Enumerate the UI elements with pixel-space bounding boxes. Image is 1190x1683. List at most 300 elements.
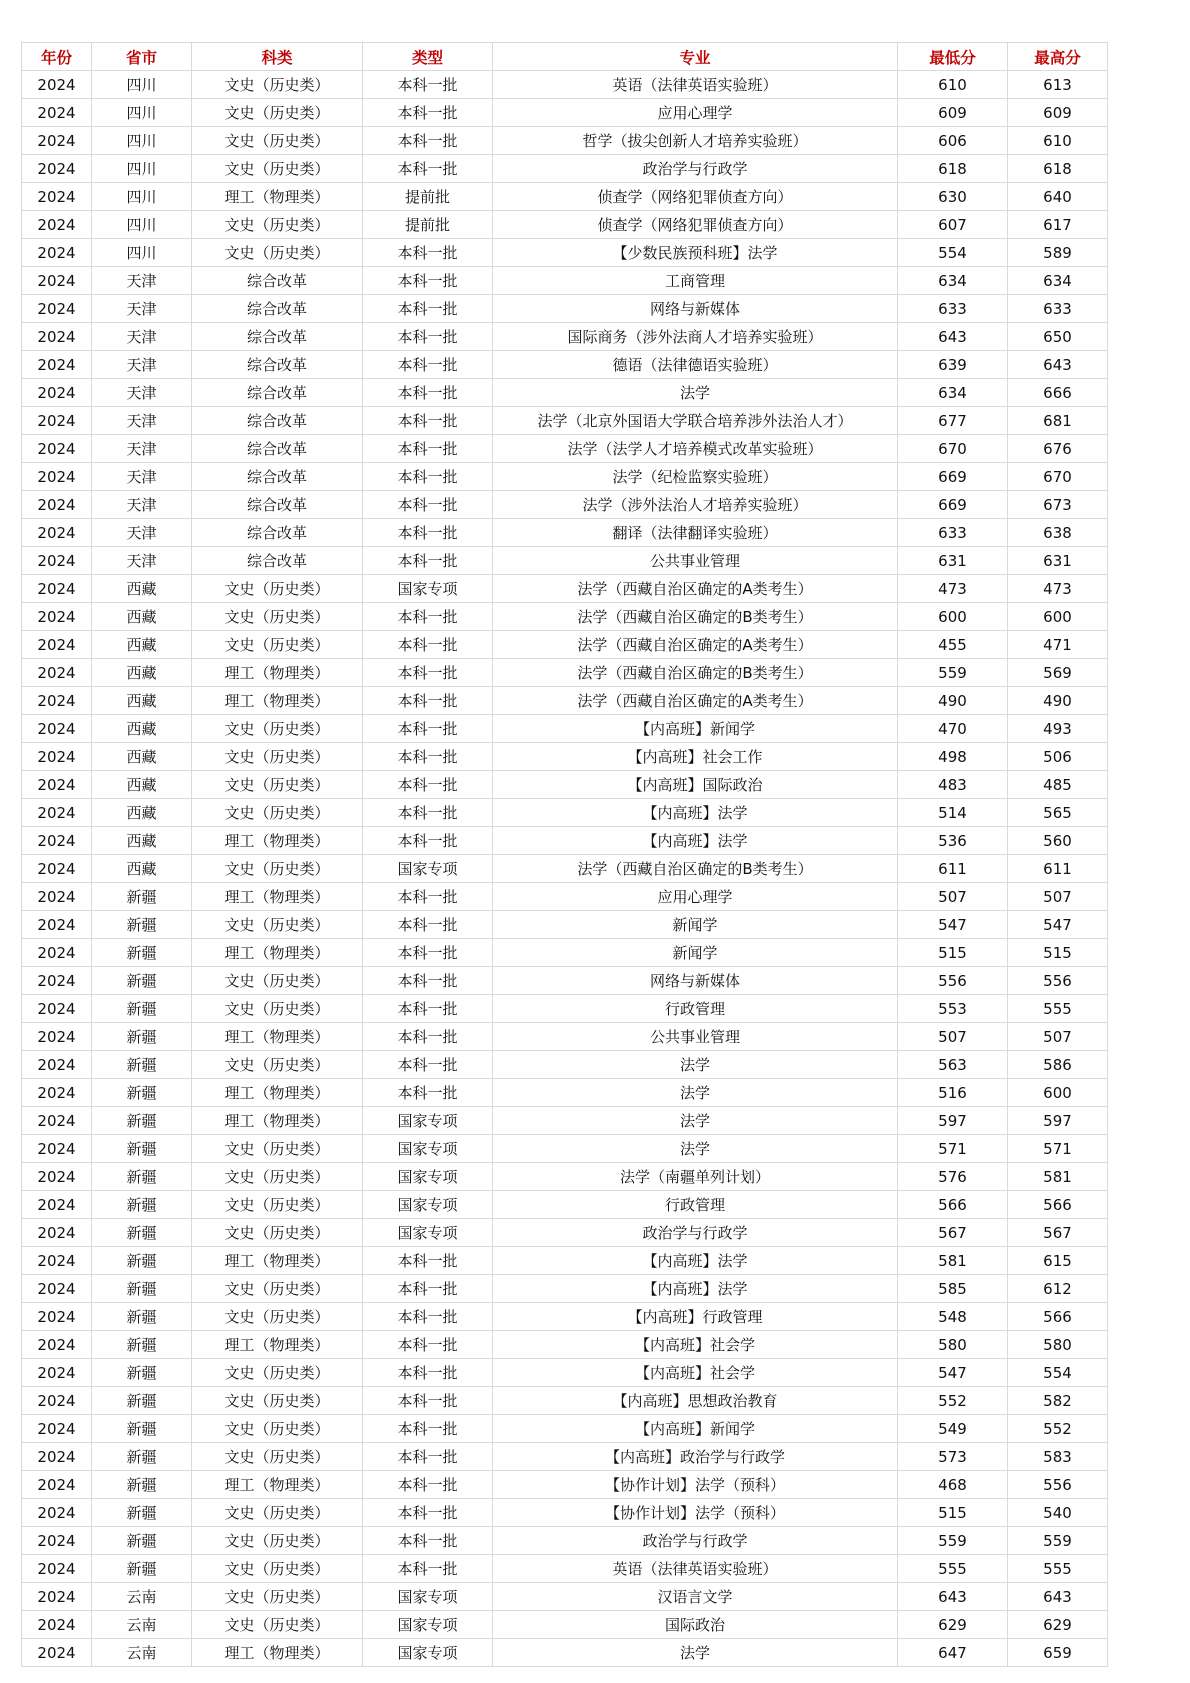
table-row: [22, 827, 1108, 855]
cell-major: 应用心理学: [493, 883, 898, 911]
cell-category: 综合改革: [192, 463, 363, 491]
column-header-min-score: 最低分: [898, 43, 1008, 71]
cell-min-score: 553: [898, 995, 1008, 1023]
cell-major: 行政管理: [493, 1191, 898, 1219]
cell-year: 2024: [22, 1219, 92, 1247]
cell-province: 新疆: [92, 1135, 192, 1163]
cell-major: 国际商务（涉外法商人才培养实验班）: [493, 323, 898, 351]
cell-category: 文史（历史类）: [192, 1191, 363, 1219]
cell-max-score: 611: [1008, 855, 1108, 883]
cell-province: 西藏: [92, 631, 192, 659]
cell-batch-type: 本科一批: [363, 1023, 493, 1051]
cell-batch-type: 本科一批: [363, 71, 493, 99]
cell-province: 新疆: [92, 1499, 192, 1527]
cell-province: 新疆: [92, 1387, 192, 1415]
column-header-major: 专业: [493, 43, 898, 71]
cell-major: 国际政治: [493, 1611, 898, 1639]
cell-batch-type: 国家专项: [363, 1135, 493, 1163]
cell-province: 新疆: [92, 1191, 192, 1219]
cell-category: 文史（历史类）: [192, 995, 363, 1023]
cell-min-score: 470: [898, 715, 1008, 743]
cell-year: 2024: [22, 1555, 92, 1583]
table-row: [22, 547, 1108, 575]
cell-province: 新疆: [92, 1219, 192, 1247]
cell-min-score: 643: [898, 1583, 1008, 1611]
cell-year: 2024: [22, 603, 92, 631]
cell-major: 侦查学（网络犯罪侦查方向）: [493, 211, 898, 239]
cell-batch-type: 本科一批: [363, 1471, 493, 1499]
cell-max-score: 554: [1008, 1359, 1108, 1387]
cell-province: 四川: [92, 71, 192, 99]
cell-min-score: 607: [898, 211, 1008, 239]
cell-province: 新疆: [92, 1275, 192, 1303]
cell-category: 文史（历史类）: [192, 1527, 363, 1555]
cell-year: 2024: [22, 687, 92, 715]
cell-major: 法学: [493, 379, 898, 407]
cell-min-score: 600: [898, 603, 1008, 631]
table-row: [22, 967, 1108, 995]
cell-category: 文史（历史类）: [192, 1555, 363, 1583]
cell-batch-type: 本科一批: [363, 631, 493, 659]
table-row: [22, 239, 1108, 267]
cell-max-score: 600: [1008, 603, 1108, 631]
cell-max-score: 565: [1008, 799, 1108, 827]
cell-batch-type: 本科一批: [363, 743, 493, 771]
cell-province: 新疆: [92, 1247, 192, 1275]
cell-year: 2024: [22, 1191, 92, 1219]
table-row: [22, 1191, 1108, 1219]
table-row: [22, 883, 1108, 911]
cell-batch-type: 本科一批: [363, 547, 493, 575]
cell-min-score: 547: [898, 911, 1008, 939]
cell-max-score: 618: [1008, 155, 1108, 183]
cell-min-score: 677: [898, 407, 1008, 435]
cell-province: 云南: [92, 1583, 192, 1611]
cell-category: 文史（历史类）: [192, 1303, 363, 1331]
cell-category: 综合改革: [192, 267, 363, 295]
cell-max-score: 471: [1008, 631, 1108, 659]
cell-major: 翻译（法律翻译实验班）: [493, 519, 898, 547]
cell-major: 法学（西藏自治区确定的B类考生）: [493, 659, 898, 687]
cell-major: 法学: [493, 1135, 898, 1163]
table-row: [22, 855, 1108, 883]
cell-major: 【内高班】法学: [493, 799, 898, 827]
cell-year: 2024: [22, 99, 92, 127]
cell-province: 新疆: [92, 1303, 192, 1331]
cell-province: 新疆: [92, 911, 192, 939]
cell-category: 文史（历史类）: [192, 911, 363, 939]
cell-max-score: 681: [1008, 407, 1108, 435]
cell-min-score: 573: [898, 1443, 1008, 1471]
cell-province: 新疆: [92, 1443, 192, 1471]
cell-major: 新闻学: [493, 911, 898, 939]
cell-province: 西藏: [92, 575, 192, 603]
cell-batch-type: 本科一批: [363, 1051, 493, 1079]
table-row: [22, 1331, 1108, 1359]
cell-province: 西藏: [92, 743, 192, 771]
cell-major: 工商管理: [493, 267, 898, 295]
cell-batch-type: 本科一批: [363, 239, 493, 267]
cell-max-score: 507: [1008, 883, 1108, 911]
cell-batch-type: 本科一批: [363, 827, 493, 855]
cell-min-score: 581: [898, 1247, 1008, 1275]
cell-min-score: 468: [898, 1471, 1008, 1499]
cell-year: 2024: [22, 211, 92, 239]
cell-province: 天津: [92, 379, 192, 407]
cell-max-score: 597: [1008, 1107, 1108, 1135]
cell-year: 2024: [22, 239, 92, 267]
cell-category: 文史（历史类）: [192, 1499, 363, 1527]
table-row: [22, 323, 1108, 351]
cell-year: 2024: [22, 743, 92, 771]
cell-category: 文史（历史类）: [192, 1051, 363, 1079]
cell-batch-type: 国家专项: [363, 1191, 493, 1219]
cell-province: 天津: [92, 435, 192, 463]
cell-year: 2024: [22, 1499, 92, 1527]
cell-category: 文史（历史类）: [192, 1163, 363, 1191]
cell-province: 天津: [92, 547, 192, 575]
cell-category: 理工（物理类）: [192, 883, 363, 911]
cell-max-score: 559: [1008, 1527, 1108, 1555]
cell-major: 法学（法学人才培养模式改革实验班）: [493, 435, 898, 463]
cell-province: 天津: [92, 491, 192, 519]
cell-batch-type: 本科一批: [363, 519, 493, 547]
table-row: [22, 1499, 1108, 1527]
cell-year: 2024: [22, 855, 92, 883]
cell-batch-type: 本科一批: [363, 1331, 493, 1359]
cell-category: 文史（历史类）: [192, 771, 363, 799]
cell-major: 哲学（拔尖创新人才培养实验班）: [493, 127, 898, 155]
cell-category: 文史（历史类）: [192, 1359, 363, 1387]
cell-batch-type: 国家专项: [363, 1163, 493, 1191]
cell-batch-type: 本科一批: [363, 995, 493, 1023]
cell-min-score: 634: [898, 267, 1008, 295]
cell-batch-type: 国家专项: [363, 855, 493, 883]
cell-province: 天津: [92, 295, 192, 323]
cell-batch-type: 国家专项: [363, 1583, 493, 1611]
cell-province: 新疆: [92, 967, 192, 995]
cell-min-score: 611: [898, 855, 1008, 883]
cell-max-score: 659: [1008, 1639, 1108, 1667]
cell-max-score: 485: [1008, 771, 1108, 799]
cell-batch-type: 本科一批: [363, 1247, 493, 1275]
cell-max-score: 643: [1008, 1583, 1108, 1611]
cell-max-score: 581: [1008, 1163, 1108, 1191]
cell-year: 2024: [22, 1023, 92, 1051]
cell-min-score: 669: [898, 491, 1008, 519]
cell-year: 2024: [22, 71, 92, 99]
cell-max-score: 555: [1008, 1555, 1108, 1583]
cell-major: 公共事业管理: [493, 547, 898, 575]
cell-min-score: 554: [898, 239, 1008, 267]
cell-year: 2024: [22, 1359, 92, 1387]
cell-year: 2024: [22, 547, 92, 575]
cell-min-score: 547: [898, 1359, 1008, 1387]
cell-min-score: 566: [898, 1191, 1008, 1219]
cell-year: 2024: [22, 1387, 92, 1415]
cell-batch-type: 本科一批: [363, 1527, 493, 1555]
cell-year: 2024: [22, 1331, 92, 1359]
cell-province: 新疆: [92, 1023, 192, 1051]
cell-major: 新闻学: [493, 939, 898, 967]
cell-province: 新疆: [92, 1051, 192, 1079]
cell-batch-type: 本科一批: [363, 379, 493, 407]
cell-max-score: 673: [1008, 491, 1108, 519]
cell-batch-type: 本科一批: [363, 939, 493, 967]
cell-year: 2024: [22, 1527, 92, 1555]
cell-year: 2024: [22, 127, 92, 155]
table-row: [22, 1387, 1108, 1415]
cell-year: 2024: [22, 1247, 92, 1275]
table-row: [22, 631, 1108, 659]
cell-major: 法学: [493, 1079, 898, 1107]
cell-max-score: 643: [1008, 351, 1108, 379]
cell-batch-type: 本科一批: [363, 1387, 493, 1415]
cell-category: 理工（物理类）: [192, 1639, 363, 1667]
cell-category: 文史（历史类）: [192, 799, 363, 827]
cell-year: 2024: [22, 323, 92, 351]
cell-category: 文史（历史类）: [192, 1219, 363, 1247]
table-row: [22, 575, 1108, 603]
cell-max-score: 600: [1008, 1079, 1108, 1107]
cell-province: 新疆: [92, 883, 192, 911]
cell-min-score: 634: [898, 379, 1008, 407]
cell-year: 2024: [22, 911, 92, 939]
cell-max-score: 629: [1008, 1611, 1108, 1639]
table-row: [22, 995, 1108, 1023]
cell-major: 【内高班】行政管理: [493, 1303, 898, 1331]
cell-province: 西藏: [92, 603, 192, 631]
cell-province: 新疆: [92, 1079, 192, 1107]
table-row: [22, 1163, 1108, 1191]
cell-max-score: 617: [1008, 211, 1108, 239]
table-row: [22, 491, 1108, 519]
cell-major: 【内高班】新闻学: [493, 1415, 898, 1443]
table-row: [22, 1079, 1108, 1107]
cell-min-score: 556: [898, 967, 1008, 995]
cell-year: 2024: [22, 827, 92, 855]
cell-max-score: 589: [1008, 239, 1108, 267]
cell-min-score: 548: [898, 1303, 1008, 1331]
cell-major: 法学（西藏自治区确定的A类考生）: [493, 687, 898, 715]
table-row: [22, 211, 1108, 239]
cell-max-score: 506: [1008, 743, 1108, 771]
cell-min-score: 669: [898, 463, 1008, 491]
cell-year: 2024: [22, 379, 92, 407]
cell-batch-type: 本科一批: [363, 463, 493, 491]
cell-major: 【协作计划】法学（预科）: [493, 1471, 898, 1499]
cell-min-score: 597: [898, 1107, 1008, 1135]
cell-max-score: 633: [1008, 295, 1108, 323]
cell-max-score: 580: [1008, 1331, 1108, 1359]
cell-major: 【内高班】新闻学: [493, 715, 898, 743]
cell-category: 理工（物理类）: [192, 1107, 363, 1135]
cell-category: 理工（物理类）: [192, 183, 363, 211]
cell-category: 文史（历史类）: [192, 1443, 363, 1471]
table-row: [22, 799, 1108, 827]
score-sheet: [21, 42, 1108, 1667]
cell-batch-type: 本科一批: [363, 127, 493, 155]
cell-max-score: 666: [1008, 379, 1108, 407]
cell-batch-type: 本科一批: [363, 1415, 493, 1443]
table-row: [22, 435, 1108, 463]
cell-min-score: 549: [898, 1415, 1008, 1443]
cell-max-score: 555: [1008, 995, 1108, 1023]
cell-min-score: 580: [898, 1331, 1008, 1359]
cell-year: 2024: [22, 1583, 92, 1611]
cell-batch-type: 本科一批: [363, 883, 493, 911]
cell-category: 文史（历史类）: [192, 239, 363, 267]
cell-min-score: 670: [898, 435, 1008, 463]
cell-major: 法学: [493, 1639, 898, 1667]
cell-max-score: 610: [1008, 127, 1108, 155]
cell-major: 法学: [493, 1051, 898, 1079]
cell-province: 天津: [92, 267, 192, 295]
table-row: [22, 1247, 1108, 1275]
cell-major: 法学（北京外国语大学联合培养涉外法治人才）: [493, 407, 898, 435]
column-header-year: 年份: [22, 43, 92, 71]
cell-batch-type: 本科一批: [363, 323, 493, 351]
cell-province: 西藏: [92, 715, 192, 743]
cell-year: 2024: [22, 267, 92, 295]
cell-max-score: 560: [1008, 827, 1108, 855]
cell-max-score: 507: [1008, 1023, 1108, 1051]
cell-batch-type: 本科一批: [363, 1079, 493, 1107]
cell-major: 网络与新媒体: [493, 295, 898, 323]
table-row: [22, 1051, 1108, 1079]
cell-batch-type: 本科一批: [363, 99, 493, 127]
cell-min-score: 630: [898, 183, 1008, 211]
cell-batch-type: 本科一批: [363, 603, 493, 631]
cell-province: 天津: [92, 463, 192, 491]
cell-max-score: 566: [1008, 1191, 1108, 1219]
cell-category: 理工（物理类）: [192, 687, 363, 715]
cell-max-score: 613: [1008, 71, 1108, 99]
table-row: [22, 1275, 1108, 1303]
cell-category: 综合改革: [192, 519, 363, 547]
cell-category: 综合改革: [192, 547, 363, 575]
table-row: [22, 687, 1108, 715]
cell-year: 2024: [22, 519, 92, 547]
cell-batch-type: 本科一批: [363, 1499, 493, 1527]
cell-max-score: 582: [1008, 1387, 1108, 1415]
cell-year: 2024: [22, 463, 92, 491]
cell-category: 文史（历史类）: [192, 575, 363, 603]
cell-major: 【内高班】国际政治: [493, 771, 898, 799]
cell-batch-type: 提前批: [363, 183, 493, 211]
cell-min-score: 490: [898, 687, 1008, 715]
cell-category: 文史（历史类）: [192, 967, 363, 995]
table-row: [22, 1555, 1108, 1583]
table-row: [22, 1135, 1108, 1163]
cell-category: 文史（历史类）: [192, 1583, 363, 1611]
table-row: [22, 1023, 1108, 1051]
table-row: [22, 911, 1108, 939]
table-row: [22, 407, 1108, 435]
cell-min-score: 516: [898, 1079, 1008, 1107]
cell-max-score: 583: [1008, 1443, 1108, 1471]
cell-year: 2024: [22, 967, 92, 995]
cell-batch-type: 本科一批: [363, 155, 493, 183]
cell-batch-type: 本科一批: [363, 1303, 493, 1331]
cell-min-score: 507: [898, 1023, 1008, 1051]
cell-min-score: 515: [898, 1499, 1008, 1527]
cell-max-score: 609: [1008, 99, 1108, 127]
table-row: [22, 659, 1108, 687]
cell-major: 法学（纪检监察实验班）: [493, 463, 898, 491]
cell-max-score: 567: [1008, 1219, 1108, 1247]
cell-min-score: 618: [898, 155, 1008, 183]
cell-year: 2024: [22, 883, 92, 911]
cell-min-score: 473: [898, 575, 1008, 603]
table-row: [22, 1527, 1108, 1555]
cell-major: 【协作计划】法学（预科）: [493, 1499, 898, 1527]
table-row: [22, 939, 1108, 967]
cell-province: 新疆: [92, 939, 192, 967]
cell-year: 2024: [22, 1275, 92, 1303]
cell-province: 新疆: [92, 995, 192, 1023]
cell-batch-type: 本科一批: [363, 1555, 493, 1583]
cell-province: 新疆: [92, 1107, 192, 1135]
cell-batch-type: 国家专项: [363, 1219, 493, 1247]
cell-province: 新疆: [92, 1415, 192, 1443]
cell-min-score: 629: [898, 1611, 1008, 1639]
cell-min-score: 498: [898, 743, 1008, 771]
cell-category: 理工（物理类）: [192, 1331, 363, 1359]
table-row: [22, 1471, 1108, 1499]
cell-major: 法学（西藏自治区确定的B类考生）: [493, 603, 898, 631]
cell-major: 行政管理: [493, 995, 898, 1023]
table-row: [22, 1107, 1108, 1135]
table-row: [22, 743, 1108, 771]
cell-category: 文史（历史类）: [192, 743, 363, 771]
cell-batch-type: 国家专项: [363, 1639, 493, 1667]
table-row: [22, 155, 1108, 183]
cell-category: 理工（物理类）: [192, 1247, 363, 1275]
cell-province: 四川: [92, 99, 192, 127]
column-header-max-score: 最高分: [1008, 43, 1108, 71]
cell-min-score: 606: [898, 127, 1008, 155]
cell-batch-type: 本科一批: [363, 911, 493, 939]
cell-year: 2024: [22, 1051, 92, 1079]
cell-batch-type: 本科一批: [363, 967, 493, 995]
cell-batch-type: 国家专项: [363, 1611, 493, 1639]
cell-province: 西藏: [92, 771, 192, 799]
cell-category: 综合改革: [192, 295, 363, 323]
cell-min-score: 633: [898, 295, 1008, 323]
cell-batch-type: 本科一批: [363, 715, 493, 743]
table-body: [22, 71, 1108, 1667]
cell-max-score: 670: [1008, 463, 1108, 491]
cell-batch-type: 本科一批: [363, 435, 493, 463]
table-row: [22, 183, 1108, 211]
cell-batch-type: 本科一批: [363, 1443, 493, 1471]
cell-year: 2024: [22, 715, 92, 743]
cell-year: 2024: [22, 295, 92, 323]
cell-major: 政治学与行政学: [493, 1527, 898, 1555]
cell-year: 2024: [22, 799, 92, 827]
cell-year: 2024: [22, 1303, 92, 1331]
cell-major: 公共事业管理: [493, 1023, 898, 1051]
table-row: [22, 463, 1108, 491]
cell-min-score: 559: [898, 659, 1008, 687]
cell-min-score: 647: [898, 1639, 1008, 1667]
column-header-province: 省市: [92, 43, 192, 71]
cell-category: 综合改革: [192, 491, 363, 519]
cell-max-score: 650: [1008, 323, 1108, 351]
cell-major: 【内高班】法学: [493, 1247, 898, 1275]
table-row: [22, 351, 1108, 379]
